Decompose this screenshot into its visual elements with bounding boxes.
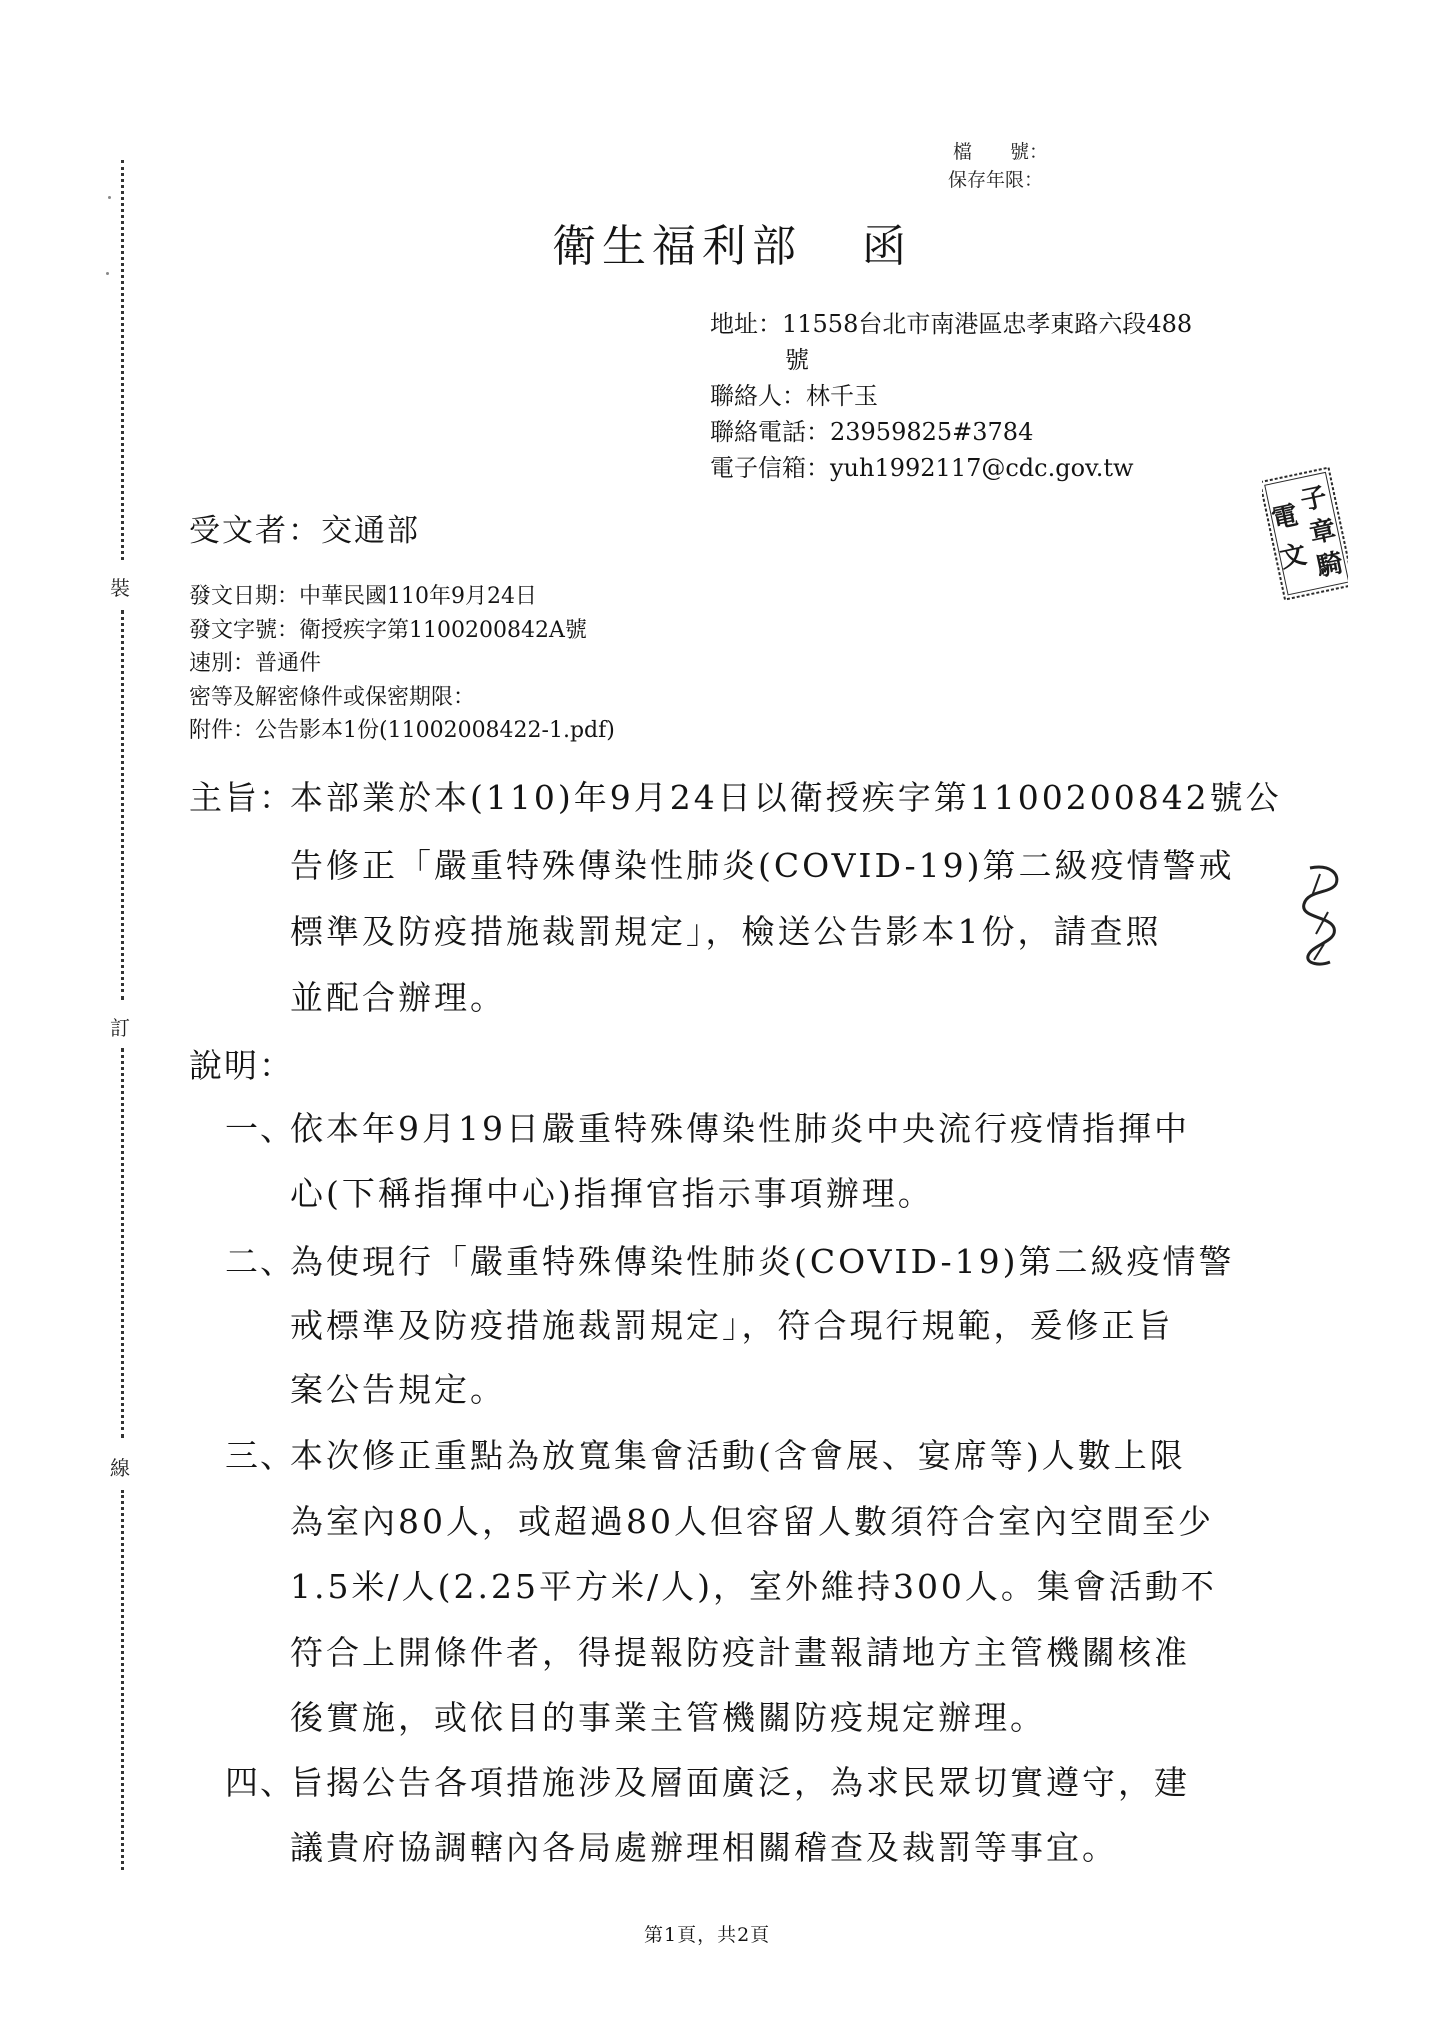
- binding-line-upper-middle: [121, 610, 124, 1000]
- explanation-item-line: 議貴府協調轄內各局處辦理相關稽查及裁罰等事宜。: [290, 1828, 1118, 1867]
- delivery-speed: 速別：普通件: [189, 651, 322, 676]
- explanation-item-line: 本次修正重點為放寬集會活動(含會展、宴席等)人數上限: [290, 1436, 1186, 1475]
- scan-speck: [106, 272, 109, 275]
- subject-line: 標準及防疫措施裁罰規定」，檢送公告影本1份，請查照: [290, 912, 1162, 951]
- secrecy-level: 密等及解密條件或保密期限：: [189, 684, 476, 710]
- explanation-item-line: 後實施，或依目的事業主管機關防疫規定辦理。: [290, 1698, 1046, 1737]
- binding-mark-bottom: 線: [110, 1456, 130, 1480]
- explanation-item-line: 心(下稱指揮中心)指揮官指示事項辦理。: [290, 1174, 934, 1213]
- seal-char: 章: [1306, 514, 1339, 550]
- explanation-item-line: 為室內80人，或超過80人但容留人數須符合室內空間至少: [290, 1502, 1214, 1541]
- explanation-item-number: 四、: [225, 1763, 295, 1802]
- binding-mark-top: 裝: [110, 576, 130, 600]
- explanation-item-line: 1.5米/人(2.25平方米/人)，室外維持300人。集會活動不: [290, 1567, 1217, 1606]
- electronic-seal-stamp: [1262, 460, 1348, 610]
- contact-email: 電子信箱：yuh1992117@cdc.gov.tw: [710, 454, 1134, 482]
- recipient: 受文者：交通部: [189, 513, 420, 549]
- explanation-item-line: 案公告規定。: [290, 1370, 506, 1409]
- scan-speck: [108, 196, 111, 199]
- address-line: 地址：11558台北市南港區忠孝東路六段488: [710, 310, 1193, 338]
- subject-line: 並配合辦理。: [290, 978, 506, 1017]
- explanation-item-line: 依本年9月19日嚴重特殊傳染性肺炎中央流行疫情指揮中: [290, 1109, 1190, 1148]
- contact-person: 聯絡人：林千玉: [710, 382, 878, 410]
- issue-date: 發文日期：中華民國110年9月24日: [189, 584, 537, 609]
- contact-block: [710, 306, 1192, 486]
- partial-stamp-mark: [1290, 860, 1350, 970]
- explanation-item-number: 一、: [225, 1109, 295, 1148]
- document-title: [552, 210, 912, 274]
- seal-char: 電: [1269, 500, 1301, 536]
- binding-line-top: [121, 160, 124, 560]
- document-type: 函: [862, 221, 912, 272]
- binding-line-lower-middle: [121, 1048, 124, 1438]
- subject-line: 本部業於本(110)年9月24日以衛授疾字第1100200842號公: [290, 778, 1282, 817]
- explanation-item-line: 為使現行「嚴重特殊傳染性肺炎(COVID-19)第二級疫情警: [290, 1242, 1235, 1281]
- subject-label: 主旨：: [189, 778, 294, 817]
- explanation-item-line: 符合上開條件者，得提報防疫計畫報請地方主管機關核准: [290, 1633, 1190, 1672]
- seal-char: 文: [1277, 539, 1310, 575]
- seal-char: 騎: [1314, 548, 1346, 583]
- page-number: 第1頁，共2頁: [644, 1924, 771, 1946]
- attachment: 附件：公告影本1份(11002008422-1.pdf): [189, 718, 615, 743]
- file-number-label: 檔 號：: [953, 141, 1049, 163]
- binding-line-bottom: [121, 1490, 124, 1870]
- binding-mark-middle: 訂: [110, 1016, 130, 1040]
- explanation-item-line: 戒標準及防疫措施裁罰規定」，符合現行規範，爰修正旨: [290, 1306, 1174, 1345]
- explanation-item-number: 二、: [225, 1242, 295, 1281]
- subject-line: 告修正「嚴重特殊傳染性肺炎(COVID-19)第二級疫情警戒: [290, 846, 1235, 885]
- document-meta: [189, 580, 615, 748]
- issuing-agency: 衛生福利部: [552, 221, 802, 272]
- document-number: 發文字號：衛授疾字第1100200842A號: [189, 617, 587, 643]
- address-line-continued: 號: [785, 346, 809, 374]
- explanation-label: 說明：: [189, 1046, 294, 1085]
- explanation-item-number: 三、: [225, 1436, 295, 1475]
- retention-period-label: 保存年限：: [948, 169, 1044, 191]
- explanation-item-line: 旨揭公告各項措施涉及層面廣泛，為求民眾切實遵守，建: [290, 1763, 1190, 1802]
- seal-char: 子: [1297, 482, 1330, 517]
- contact-phone: 聯絡電話：23959825#3784: [710, 418, 1034, 446]
